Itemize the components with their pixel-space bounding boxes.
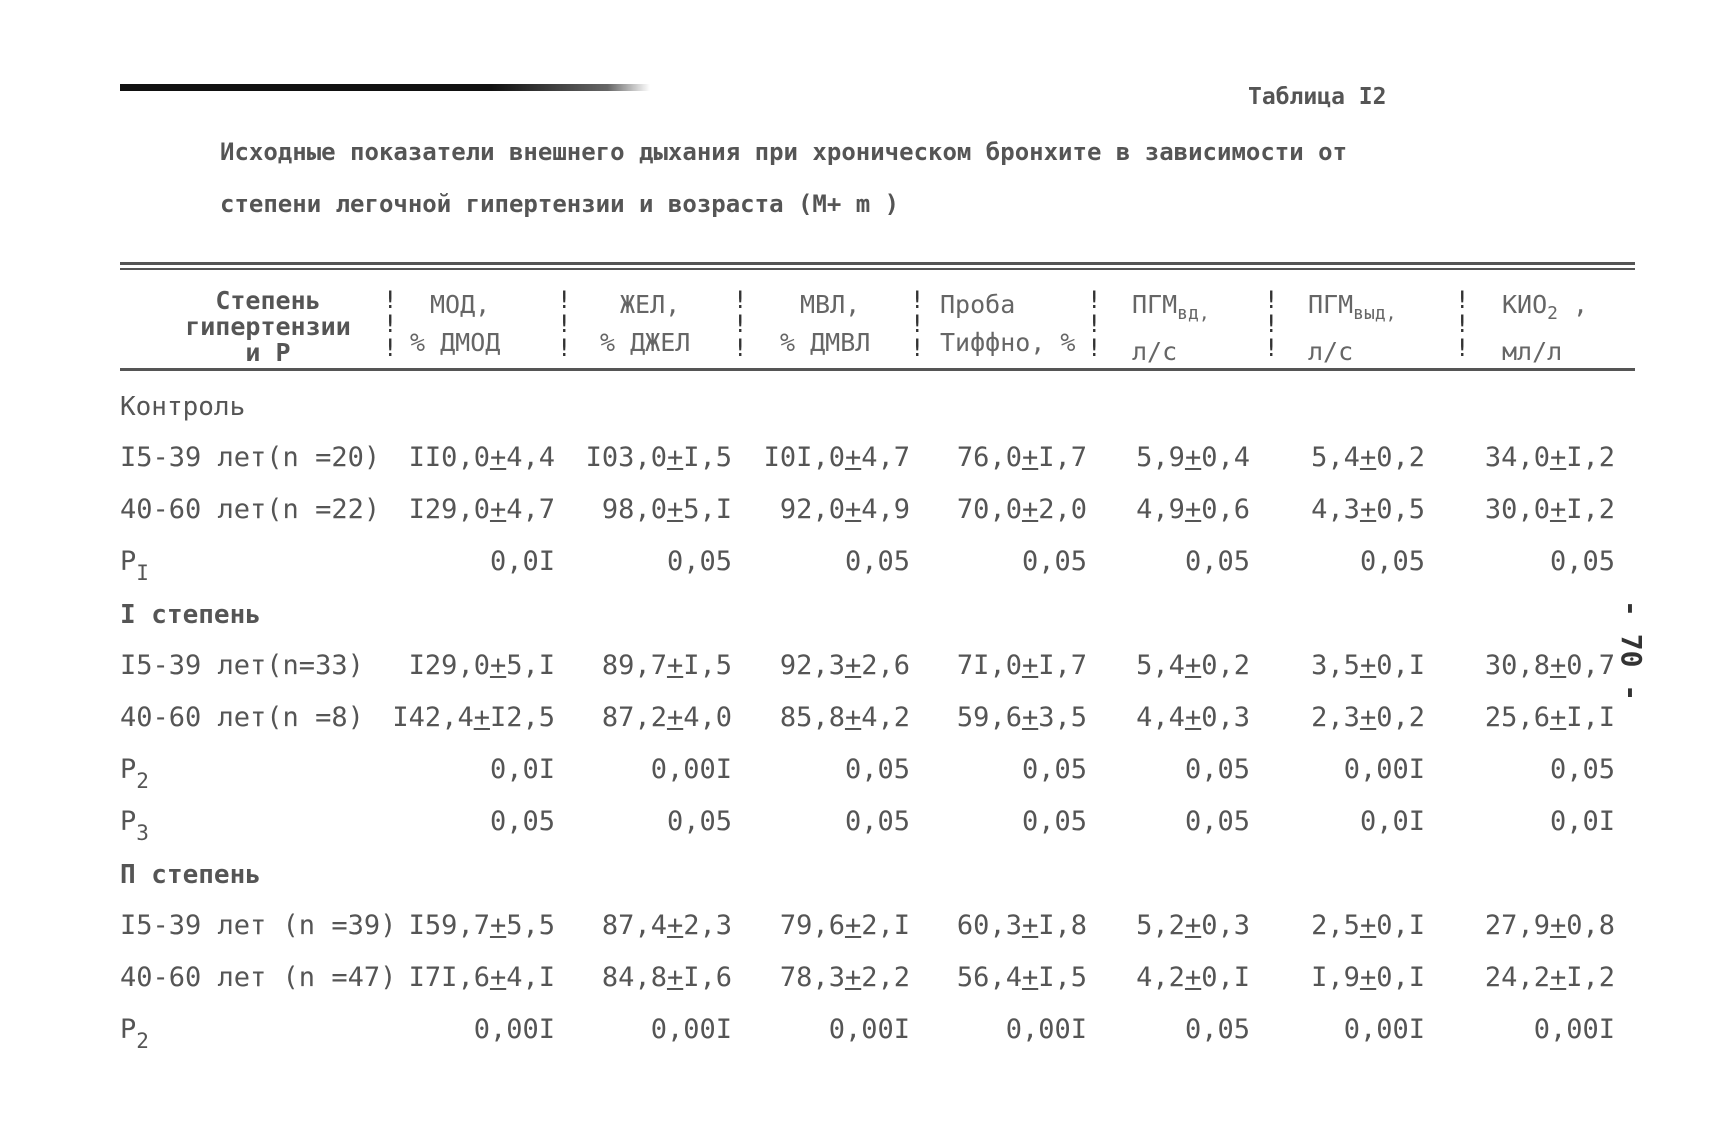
row-label: 40-60 лет (n =47) <box>120 962 397 993</box>
cell-kio2: 0,00I <box>1533 1014 1615 1045</box>
cell-tiffno: 76,0+I,7 <box>956 442 1087 473</box>
cell-pgm-vd: 5,4+0,2 <box>1136 650 1250 681</box>
cell-zhel: 98,0+5,I <box>601 494 732 525</box>
header-zhel: ЖЕЛ, % ДЖЕЛ <box>600 290 691 357</box>
table-number: Таблица I2 <box>1248 84 1387 110</box>
row-label: $P_2$ <box>120 754 149 793</box>
cell-pgm-vyd: 2,5+0,I <box>1311 910 1425 941</box>
header-bottom-rule <box>120 368 1635 371</box>
cell-tiffno: 0,05 <box>1021 754 1087 785</box>
cell-pgm-vyd: I,9+0,I <box>1311 962 1425 993</box>
cell-pgm-vd: 0,05 <box>1184 1014 1250 1045</box>
table-row-p <box>0 1014 1712 1054</box>
cell-zhel: 87,2+4,0 <box>601 702 732 733</box>
cell-kio2: 34,0+I,2 <box>1484 442 1615 473</box>
table-top-rule <box>120 262 1635 265</box>
header-param-line-1: Степень <box>215 286 321 315</box>
table-row <box>0 650 1712 690</box>
cell-kio2: 27,9+0,8 <box>1484 910 1615 941</box>
table-row-p <box>0 754 1712 794</box>
cell-zhel: 84,8+I,6 <box>601 962 732 993</box>
header-param <box>148 288 388 366</box>
table-caption <box>220 126 1520 230</box>
table-row <box>0 702 1712 742</box>
cell-mvl: 92,0+4,9 <box>779 494 910 525</box>
cell-mod: 0,0I <box>489 546 555 577</box>
row-label: $P_2$ <box>120 1014 149 1053</box>
cell-pgm-vd: 5,2+0,3 <box>1136 910 1250 941</box>
table-row <box>0 442 1712 482</box>
table-row-p <box>0 546 1712 586</box>
row-label: $P_I$ <box>120 546 149 585</box>
cell-pgm-vd: 4,2+0,I <box>1136 962 1250 993</box>
cell-tiffno: 56,4+I,5 <box>956 962 1087 993</box>
cell-mvl: I0I,0+4,7 <box>763 442 910 473</box>
page-number: - 70 - <box>1615 600 1648 702</box>
header-mvl: МВЛ, % ДМВЛ <box>780 290 871 357</box>
cell-mvl: 0,05 <box>844 546 910 577</box>
cell-tiffno: 59,6+3,5 <box>956 702 1087 733</box>
table-row-p <box>0 806 1712 846</box>
cell-kio2: 0,05 <box>1549 754 1615 785</box>
cell-tiffno: 7I,0+I,7 <box>956 650 1087 681</box>
header-param-line-2: гипертензии <box>185 312 351 341</box>
cell-kio2: 30,8+0,7 <box>1484 650 1615 681</box>
row-label: $P_3$ <box>120 806 149 845</box>
cell-zhel: 89,7+I,5 <box>601 650 732 681</box>
header-separator: ! ! ! <box>733 286 748 362</box>
cell-zhel: I03,0+I,5 <box>585 442 732 473</box>
header-param-line-3: и P <box>245 338 291 367</box>
cell-pgm-vyd: 0,05 <box>1359 546 1425 577</box>
cell-kio2: 24,2+I,2 <box>1484 962 1615 993</box>
cell-mod: I59,7+5,5 <box>408 910 555 941</box>
cell-mod: I42,4+I2,5 <box>392 702 555 733</box>
cell-kio2: 0,0I <box>1549 806 1615 837</box>
cell-tiffno: 0,05 <box>1021 546 1087 577</box>
caption-line-2: степени легочной гипертензии и возраста (M+ m ) <box>220 190 900 218</box>
cell-pgm-vyd: 0,00I <box>1343 754 1425 785</box>
section-title-grade-1: I степень <box>120 600 261 630</box>
cell-pgm-vyd: 0,00I <box>1343 1014 1425 1045</box>
header-separator: ! ! ! <box>1087 286 1102 362</box>
header-pgm-vd: $ПГМ_{вд,}$ л/с <box>1132 290 1210 366</box>
cell-pgm-vd: 0,05 <box>1184 546 1250 577</box>
cell-zhel: 0,00I <box>650 754 732 785</box>
cell-mvl: 0,00I <box>828 1014 910 1045</box>
top-rule <box>120 84 650 91</box>
cell-kio2: 30,0+I,2 <box>1484 494 1615 525</box>
cell-zhel: 0,05 <box>666 806 732 837</box>
cell-pgm-vd: 4,9+0,6 <box>1136 494 1250 525</box>
row-label: I5-39 лет(n=33) <box>120 650 364 681</box>
row-label: I5-39 лет(n =20) <box>120 442 381 473</box>
cell-mvl: 78,3+2,2 <box>779 962 910 993</box>
cell-tiffno: 0,05 <box>1021 806 1087 837</box>
cell-mvl: 0,05 <box>844 754 910 785</box>
cell-pgm-vyd: 4,3+0,5 <box>1311 494 1425 525</box>
cell-zhel: 0,00I <box>650 1014 732 1045</box>
cell-zhel: 87,4+2,3 <box>601 910 732 941</box>
table-top-rule-double <box>120 268 1635 270</box>
header-separator: ! ! ! <box>557 286 572 362</box>
cell-mod: I7I,6+4,I <box>408 962 555 993</box>
cell-mvl: 0,05 <box>844 806 910 837</box>
cell-pgm-vd: 5,9+0,4 <box>1136 442 1250 473</box>
row-label: 40-60 лет(n =8) <box>120 702 364 733</box>
cell-mod: 0,05 <box>489 806 555 837</box>
caption-line-1: Исходные показатели внешнего дыхания при хроническом бронхите в зависимости от <box>220 138 1348 166</box>
row-label: 40-60 лет(n =22) <box>120 494 381 525</box>
header-kio2: $КИО_2$ , мл/л <box>1502 290 1589 366</box>
header-separator: ! ! ! <box>910 286 925 362</box>
header-separator: ! ! ! <box>1264 286 1279 362</box>
table-row <box>0 962 1712 1002</box>
cell-mvl: 85,8+4,2 <box>779 702 910 733</box>
cell-mod: I29,0+5,I <box>408 650 555 681</box>
header-separator: ! ! ! <box>1455 286 1470 362</box>
cell-pgm-vyd: 3,5+0,I <box>1311 650 1425 681</box>
cell-mvl: 92,3+2,6 <box>779 650 910 681</box>
cell-tiffno: 70,0+2,0 <box>956 494 1087 525</box>
cell-pgm-vd: 4,4+0,3 <box>1136 702 1250 733</box>
cell-pgm-vyd: 5,4+0,2 <box>1311 442 1425 473</box>
cell-mod: I29,0+4,7 <box>408 494 555 525</box>
cell-mod: 0,00I <box>473 1014 555 1045</box>
cell-mvl: 79,6+2,I <box>779 910 910 941</box>
section-title-control: Контроль <box>120 392 246 422</box>
cell-zhel: 0,05 <box>666 546 732 577</box>
cell-pgm-vyd: 2,3+0,2 <box>1311 702 1425 733</box>
cell-tiffno: 0,00I <box>1005 1014 1087 1045</box>
cell-pgm-vd: 0,05 <box>1184 754 1250 785</box>
header-mod: МОД, % ДМОД <box>410 290 501 357</box>
header-separator: ! ! ! <box>383 286 398 362</box>
table-row <box>0 910 1712 950</box>
cell-mod: 0,0I <box>489 754 555 785</box>
cell-kio2: 25,6+I,I <box>1484 702 1615 733</box>
cell-pgm-vd: 0,05 <box>1184 806 1250 837</box>
header-tiffno: Проба Тиффно, % <box>940 290 1076 357</box>
table-row <box>0 494 1712 534</box>
cell-mod: II0,0+4,4 <box>408 442 555 473</box>
cell-tiffno: 60,3+I,8 <box>956 910 1087 941</box>
header-pgm-vyd: $ПГМ_{выд,}$ л/с <box>1308 290 1397 366</box>
section-title-grade-2: П степень <box>120 860 261 890</box>
cell-pgm-vyd: 0,0I <box>1359 806 1425 837</box>
cell-kio2: 0,05 <box>1549 546 1615 577</box>
row-label: I5-39 лет (n =39) <box>120 910 397 941</box>
